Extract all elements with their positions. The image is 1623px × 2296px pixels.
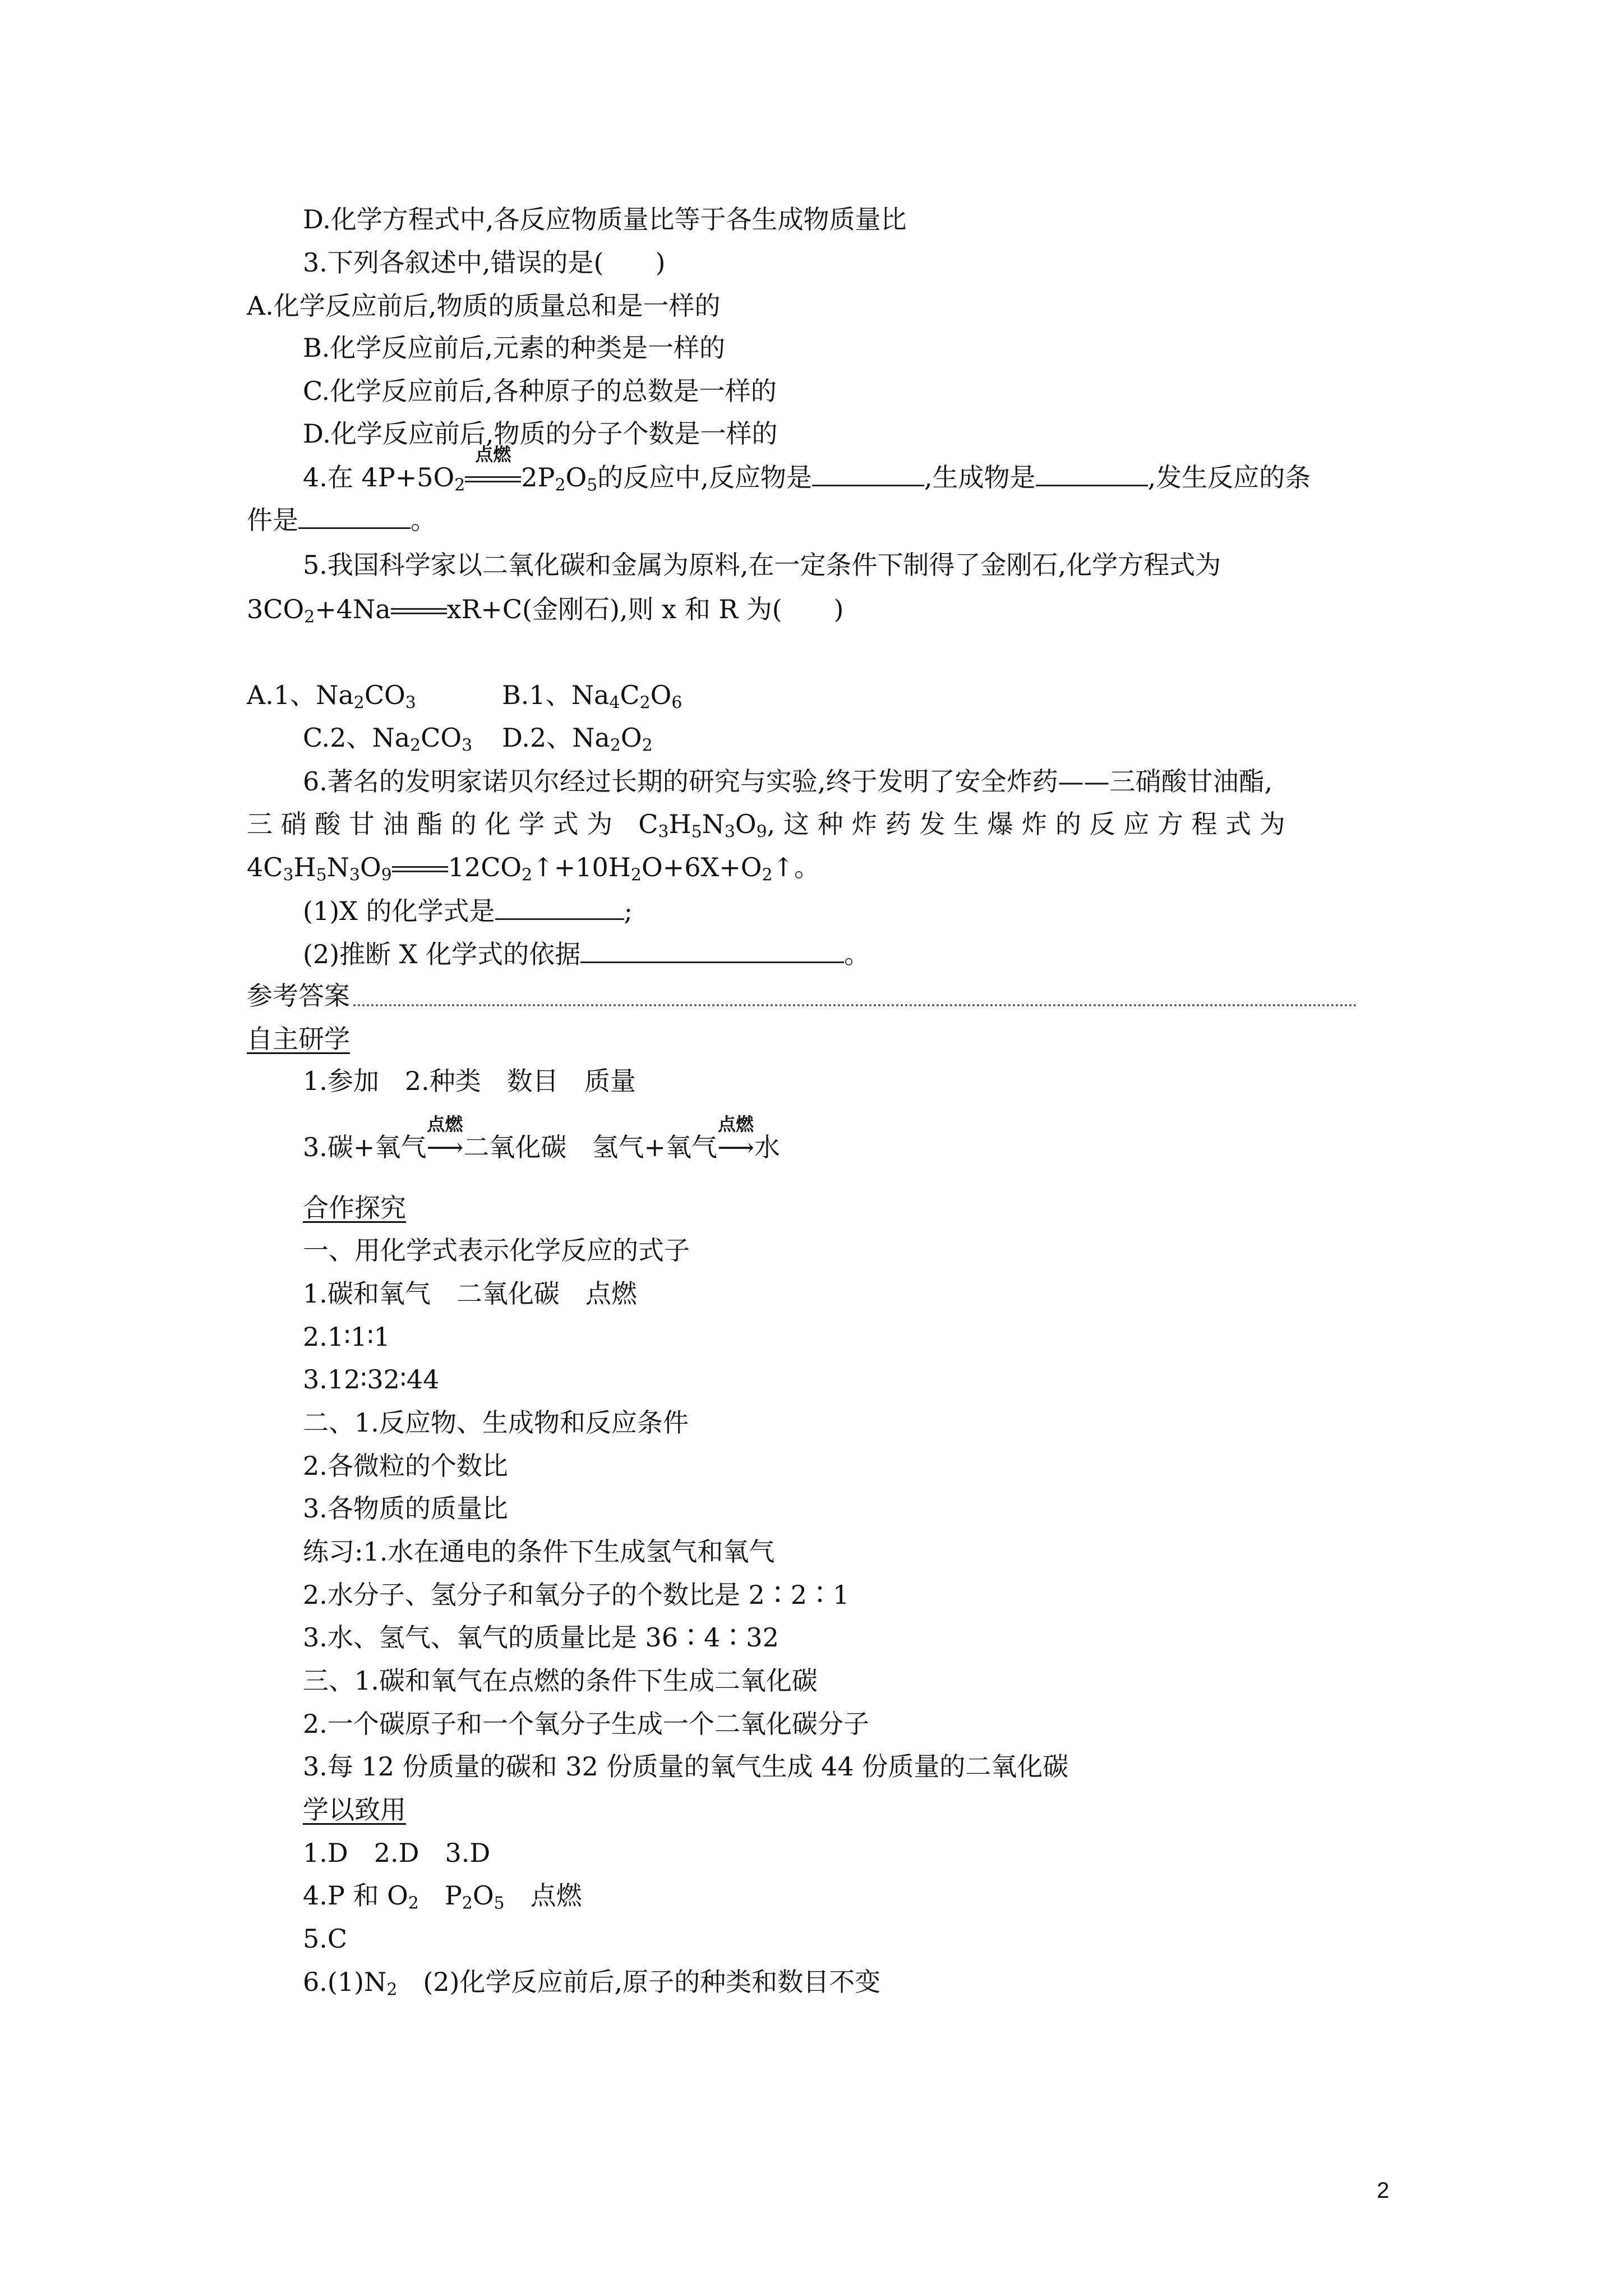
answer-line: 1.碳和氧气 二氧化碳 点燃 [303, 1278, 637, 1309]
q5-option-a: A.1、$Na_2CO_3$ [247, 680, 416, 713]
reaction-arrow: 点燃 ⟶ [717, 1114, 754, 1162]
q4-line2: 件是 。 [247, 505, 436, 535]
q6-equation: $4C_3H_5N_3O_9$ $12CO_2↑+10H_2O+6X+O_2↑$。 [247, 852, 820, 885]
q3-stem: 3.下列各叙述中,错误的是( ) [303, 247, 666, 278]
section-xueyi-title: 学以致用 [303, 1795, 406, 1825]
q6-line1: 6.著名的发明家诺贝尔经过长期的研究与实验,终于发明了安全炸药——三硝酸甘油酯, [303, 766, 1273, 797]
q5-option-b: B.1、$Na_4C_2O_6$ [502, 680, 683, 713]
answer-line: 练习:1.水在通电的条件下生成氢气和氧气 [303, 1536, 775, 1567]
q6-sub2: (2)推断 X 化学式的依据 。 [303, 939, 870, 969]
answer-line: 3.每 12 份质量的碳和 32 份质量的氧气生成 44 份质量的二氧化碳 [303, 1751, 1069, 1782]
q2-option-d: D.化学方程式中,各反应物质量比等于各生成物质量比 [303, 204, 907, 234]
answer-line: 3.12∶32∶44 [303, 1364, 440, 1395]
q3-option-a: A.化学反应前后,物质的质量总和是一样的 [247, 291, 721, 321]
q6-basis-blank[interactable] [580, 942, 844, 963]
answer-line: 2.水分子、氢分子和氧分子的个数比是 2∶2∶1 [303, 1580, 850, 1610]
answer-line: 2.一个碳原子和一个氧分子生成一个二氧化碳分子 [303, 1709, 869, 1739]
q4-product-blank[interactable] [1036, 466, 1148, 486]
q5-line2: $3CO_2+4Na$ xR+C(金刚石),则 x 和 R 为( ) [247, 594, 844, 627]
q3-option-b: B.化学反应前后,元素的种类是一样的 [303, 333, 726, 363]
answer-line: $6.(1)N_2$ (2)化学反应前后,原子的种类和数目不变 [303, 1967, 881, 2000]
answer-line: 4.P 和 $O_2$ $P_2O_5$ 点燃 [303, 1880, 582, 1913]
q6-sub1: (1)X 的化学式是 ; [303, 896, 633, 926]
reaction-arrow: 点燃 ⟶ [426, 1114, 464, 1162]
q4-condition-blank[interactable] [298, 508, 411, 529]
answer-line: 2.1∶1∶1 [303, 1322, 390, 1352]
q5-option-c: C.2、$Na_2CO_3$ [303, 723, 473, 756]
q5-equals-sign [391, 606, 447, 617]
answer-line: 3.水、氢气、氧气的质量比是 36∶4∶32 [303, 1622, 779, 1653]
answer-line-reactions: 3.碳+氧气 点燃 ⟶二氧化碳 氢气+氧气 点燃 ⟶水 [303, 1114, 780, 1162]
q4-reactant-blank[interactable] [812, 466, 924, 486]
q4-line1: 4.在 $4P+5O_2$ 点燃 $2P_2O_5$的反应中,反应物是 ,生成物是 ,发生反应的条 [303, 444, 1311, 495]
q5-line1: 5.我国科学家以二氧化碳和金属为原料,在一定条件下制得了金刚石,化学方程式为 [303, 550, 1221, 580]
answer-line: 2.各微粒的个数比 [303, 1451, 508, 1481]
dotted-divider [353, 1004, 1357, 1006]
answers-header: 参考答案 [247, 981, 350, 1011]
answer-line: 一、用化学式表示化学反应的式子 [303, 1235, 690, 1266]
section-hezuo-title: 合作探究 [303, 1193, 406, 1223]
page-number: 2 [1377, 2178, 1390, 2203]
q3-option-c: C.化学反应前后,各种原子的总数是一样的 [303, 376, 777, 406]
q6-equals-sign [392, 864, 448, 875]
q3-option-d: D.化学反应前后,物质的分子个数是一样的 [303, 418, 778, 449]
q6-line2: 三 硝 酸 甘 油 酯 的 化 学 式 为 $C_3H_5N_3O_9$, 这 种 炸 药 发 生 爆 炸 的 反 应 方 程 式 为 [247, 809, 1285, 842]
answer-line: 1.D 2.D 3.D [303, 1838, 491, 1868]
answer-line: 3.各物质的质量比 [303, 1493, 508, 1524]
q4-reaction-arrow: 点燃 [465, 464, 521, 490]
answer-line: 5.C [303, 1924, 348, 1954]
section-zizhu-title: 自主研学 [247, 1024, 350, 1054]
answer-line: 二、1.反应物、生成物和反应条件 [303, 1407, 689, 1438]
q5-option-d: D.2、$Na_2O_2$ [502, 723, 653, 756]
answer-line: 1.参加 2.种类 数目 质量 [303, 1066, 636, 1096]
answer-line: 三、1.碳和氧气在点燃的条件下生成二氧化碳 [303, 1665, 818, 1696]
q6-formula-blank[interactable] [495, 899, 624, 920]
